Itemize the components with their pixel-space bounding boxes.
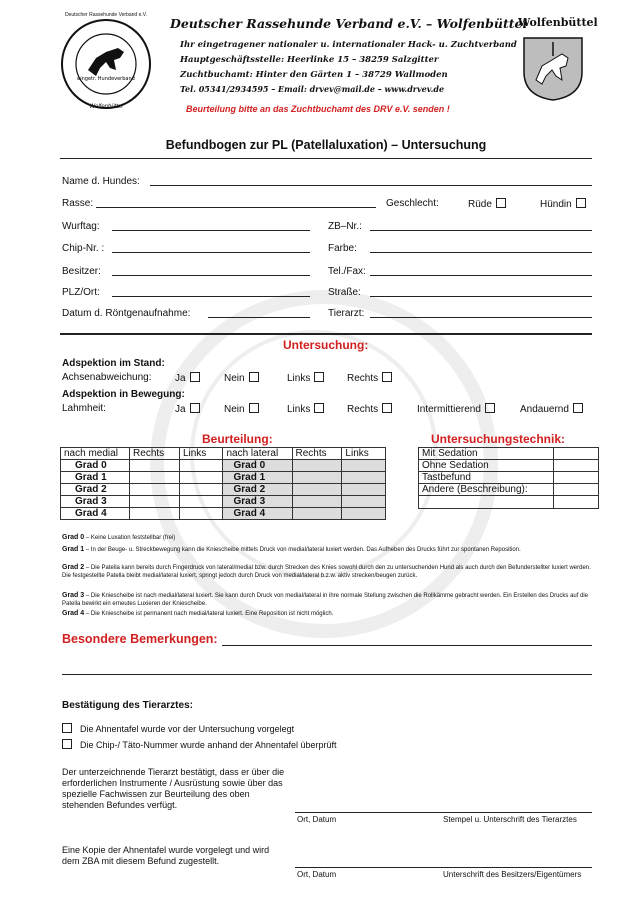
label-chip-geprueft: Die Chip-/ Täto-Nummer wurde anhand der Ahnentafel überprüft (80, 740, 337, 750)
tierarzt-statement: Der unterzeichnende Tierarzt bestätigt, dass er über die erforderlichen Instrumente / Ausrüstung sowie über das spezielle Fachwissen zur Beurteilung des oben stehenden Befundes verfügt. (62, 767, 285, 810)
technik-label: Andere (Beschreibung): (419, 484, 554, 496)
label-ort-datum-2: Ort, Datum (297, 870, 337, 879)
table-row (61, 460, 386, 472)
grade-label: Grad 0 (223, 460, 292, 472)
cell-lateral-rechts[interactable] (292, 472, 342, 484)
label-huendin: Hündin (540, 199, 572, 210)
checkbox-achsen-ja[interactable] (175, 372, 200, 384)
cell-lateral-links[interactable] (342, 472, 386, 484)
label-rasse: Rasse: (62, 198, 94, 209)
label-lahmheit: Lahmheit: (62, 403, 106, 414)
technik-label: Mit Sedation (419, 448, 554, 460)
technik-check[interactable] (554, 496, 599, 509)
grade-label: Grad 4 (223, 508, 292, 520)
label-besitzer: Besitzer: (62, 266, 101, 277)
cell-medial-links[interactable] (179, 472, 223, 484)
grade-note-text: – Die Kniescheibe ist nach medial/lateral luxiert. Sie kann durch Druck von medial/lateral in ihre normale Stellung zwischen die Rollkämme gebracht werden. Ein Erstellen des Drucks auf die Patella bewirkt ein erneutes Luxieren der Kniescheibe. (62, 593, 589, 607)
logo-center-text: eingetr. Hundeverband (77, 76, 135, 82)
label-achsen: Achsenabweichung: (62, 372, 152, 383)
col-medial-links: Links (179, 448, 223, 460)
technik-check[interactable] (554, 484, 599, 496)
checkbox-lahm-intermittierend[interactable] (417, 403, 495, 415)
header-line-3: Zuchtbuchamt: Hinter den Gärten 1 – 38729 Wallmoden (180, 70, 448, 80)
bestaetigung-heading: Bestätigung des Tierarztes: (62, 700, 193, 711)
col-lateral-links: Links (342, 448, 386, 460)
table-row (61, 472, 386, 484)
input-rasse[interactable] (96, 207, 376, 208)
label-nein: Nein (224, 404, 245, 415)
grade-note (62, 534, 592, 543)
label-ort-datum-1: Ort, Datum (297, 815, 337, 824)
input-chip[interactable] (112, 252, 310, 253)
label-strasse: Straße: (328, 287, 361, 298)
checkbox-lahm-links[interactable] (287, 403, 324, 415)
label-farbe: Farbe: (328, 243, 357, 254)
technik-text[interactable] (419, 496, 554, 509)
grade-note-label: Grad 2 (62, 564, 85, 571)
club-logo (60, 18, 152, 110)
beurteilung-table (60, 447, 386, 520)
cell-lateral-rechts[interactable] (292, 508, 342, 520)
table-row (419, 460, 599, 472)
col-lateral-rechts: Rechts (292, 448, 342, 460)
input-tel[interactable] (370, 275, 592, 276)
label-intermittierend: Intermittierend (417, 404, 481, 415)
cell-medial-rechts[interactable] (130, 460, 180, 472)
label-name: Name d. Hundes: (62, 176, 140, 187)
cell-medial-links[interactable] (179, 484, 223, 496)
cell-medial-rechts[interactable] (130, 484, 180, 496)
input-plz[interactable] (112, 296, 310, 297)
cell-medial-rechts[interactable] (130, 472, 180, 484)
grade-label: Grad 1 (61, 472, 130, 484)
cell-lateral-links[interactable] (342, 496, 386, 508)
input-wurftag[interactable] (112, 230, 310, 231)
label-links: Links (287, 404, 311, 415)
grade-note-text: – In der Beuge- u. Streckbewegung kann die Kniescheibe mittels Druck von medial/lateral luxiert werden. Das Aufheben des Drucks führt zur spontanen Reposition. (85, 547, 521, 553)
grade-note (62, 546, 592, 555)
label-tierarzt: Tierarzt: (328, 308, 365, 319)
header-line-1: Ihr eingetragener nationaler u. internationaler Hack- u. Zuchtverband (180, 40, 517, 50)
technik-check[interactable] (554, 448, 599, 460)
checkbox-achsen-links[interactable] (287, 372, 324, 384)
cell-lateral-rechts[interactable] (292, 460, 342, 472)
cell-lateral-rechts[interactable] (292, 484, 342, 496)
input-name[interactable] (150, 185, 592, 186)
cell-medial-links[interactable] (179, 496, 223, 508)
signature-line-vet[interactable] (295, 812, 592, 813)
table-row (419, 484, 599, 496)
label-ja: Ja (175, 404, 186, 415)
checkbox-lahm-ja[interactable] (175, 403, 200, 415)
checkbox-achsen-nein[interactable] (224, 372, 259, 384)
title-underline (60, 158, 592, 159)
label-chip: Chip-Nr. : (62, 243, 105, 254)
checkbox-ahnentafel[interactable] (58, 723, 294, 735)
technik-check[interactable] (554, 460, 599, 472)
owner-statement: Eine Kopie der Ahnentafel wurde vorgelegt und wird dem ZBA mit diesem Befund zugestellt. (62, 845, 270, 866)
label-rechts: Rechts (347, 373, 379, 384)
grade-label: Grad 3 (61, 496, 130, 508)
checkbox-lahm-rechts[interactable] (347, 403, 392, 415)
label-zb: ZB–Nr.: (328, 221, 362, 232)
table-row (419, 472, 599, 484)
label-ruede: Rüde (468, 199, 492, 210)
label-wurftag: Wurftag: (62, 221, 100, 232)
checkbox-achsen-rechts[interactable] (347, 372, 392, 384)
label-datum: Datum d. Röntgenaufnahme: (62, 308, 191, 319)
label-ahnentafel: Die Ahnentafel wurde vor der Untersuchung vorgelegt (80, 724, 295, 734)
grade-note-label: Grad 0 (62, 534, 85, 541)
label-unterschrift-besitzer: Unterschrift des Besitzers/Eigentümers (443, 870, 582, 879)
table-row (419, 448, 599, 460)
grade-note (62, 564, 592, 580)
label-andauernd: Andauernd (520, 404, 569, 415)
checkbox-ruede[interactable] (468, 198, 506, 210)
table-row (61, 508, 386, 520)
table-row (419, 496, 599, 509)
cell-lateral-links[interactable] (342, 460, 386, 472)
label-ja: Ja (175, 373, 186, 384)
bemerkungen-line-1[interactable] (222, 645, 592, 646)
input-datum[interactable] (208, 317, 310, 318)
page-title: Befundbogen zur PL (Patellaluxation) – Untersuchung (165, 138, 487, 152)
label-stempel: Stempel u. Unterschrift des Tierarztes (443, 815, 577, 824)
org-name: Deutscher Rassehunde Verband e.V. – Wolfenbüttel (170, 16, 528, 31)
checkbox-chip-geprueft[interactable] (58, 739, 336, 751)
header-line-2: Hauptgeschäftsstelle: Heerlinke 15 – 38259 Salzgitter (180, 55, 439, 65)
grade-label: Grad 0 (61, 460, 130, 472)
cell-medial-rechts[interactable] (130, 508, 180, 520)
logo-bottom-text: Wolfenbüttel (89, 104, 123, 110)
grade-note-label: Grad 4 (62, 610, 85, 617)
technik-table (418, 447, 599, 509)
grade-label: Grad 4 (61, 508, 130, 520)
grade-label: Grad 2 (61, 484, 130, 496)
label-links: Links (287, 373, 311, 384)
checkbox-lahm-andauernd[interactable] (520, 403, 583, 415)
input-zb[interactable] (370, 230, 592, 231)
grade-note-text: – Die Kniescheibe ist permanent nach medial/lateral luxiert. Eine Reposition ist nicht möglich. (85, 611, 334, 617)
input-besitzer[interactable] (112, 275, 310, 276)
technik-heading: Untersuchungstechnik: (431, 432, 566, 446)
col-medial-rechts: Rechts (130, 448, 180, 460)
cell-lateral-links[interactable] (342, 508, 386, 520)
beurteilung-heading: Beurteilung: (202, 432, 273, 446)
col-lateral: nach lateral (223, 448, 292, 460)
label-rechts: Rechts (347, 404, 379, 415)
signature-line-owner[interactable] (295, 867, 592, 868)
technik-label: Ohne Sedation (419, 460, 554, 472)
section-divider (60, 333, 592, 335)
bewegung-heading: Adspektion in Bewegung: (62, 389, 185, 400)
checkbox-lahm-nein[interactable] (224, 403, 259, 415)
label-tel: Tel./Fax: (328, 266, 366, 277)
stand-heading: Adspektion im Stand: (62, 358, 165, 369)
header-line-4: Tel. 05341/2934595 – Email: drvev@mail.de – www.drvev.de (180, 84, 445, 94)
grade-label: Grad 1 (223, 472, 292, 484)
grade-note-label: Grad 1 (62, 546, 85, 553)
input-tierarzt[interactable] (370, 317, 592, 318)
logo-ring-text: Deutscher Rassehunde Verband e.V. (64, 12, 148, 18)
cell-lateral-links[interactable] (342, 484, 386, 496)
grade-label: Grad 2 (223, 484, 292, 496)
checkbox-huendin[interactable] (540, 198, 586, 210)
technik-check[interactable] (554, 472, 599, 484)
bemerkungen-heading: Besondere Bemerkungen: (62, 632, 218, 646)
cell-lateral-rechts[interactable] (292, 496, 342, 508)
label-plz: PLZ/Ort: (62, 287, 100, 298)
cell-medial-links[interactable] (179, 460, 223, 472)
label-geschlecht: Geschlecht: (386, 198, 439, 209)
cell-medial-links[interactable] (179, 508, 223, 520)
grade-note-text: – Die Patella kann bereits durch Fingerdruck von lateral/medial bzw. durch Strecken des Knies sowohl durch den zu untersuchenden Hund als auch durch den Befunderstellter luxiert werden. Die festgestellte Patella bleibt medial/lateral luxiert, springt jedoch durch Druck von medial/lateral b.z.w. aktiv strecken/beugen zurück. (62, 565, 591, 579)
input-farbe[interactable] (370, 252, 592, 253)
crest-title: Wolfenbüttel (518, 16, 598, 29)
technik-label: Tastbefund (419, 472, 554, 484)
grade-note-label: Grad 3 (62, 592, 85, 599)
col-medial: nach medial (61, 448, 130, 460)
label-nein: Nein (224, 373, 245, 384)
input-strasse[interactable] (370, 296, 592, 297)
grade-note (62, 592, 592, 608)
submission-notice: Beurteilung bitte an das Zuchtbuchamt des DRV e.V. senden ! (186, 104, 450, 114)
grade-note (62, 610, 592, 619)
untersuchung-heading: Untersuchung: (283, 338, 369, 352)
table-row (61, 496, 386, 508)
crest-icon (522, 36, 584, 102)
bemerkungen-line-2[interactable] (62, 674, 592, 675)
grade-label: Grad 3 (223, 496, 292, 508)
grade-note-text: – Keine Luxation feststellbar (frei) (85, 535, 176, 541)
cell-medial-rechts[interactable] (130, 496, 180, 508)
table-row (61, 484, 386, 496)
